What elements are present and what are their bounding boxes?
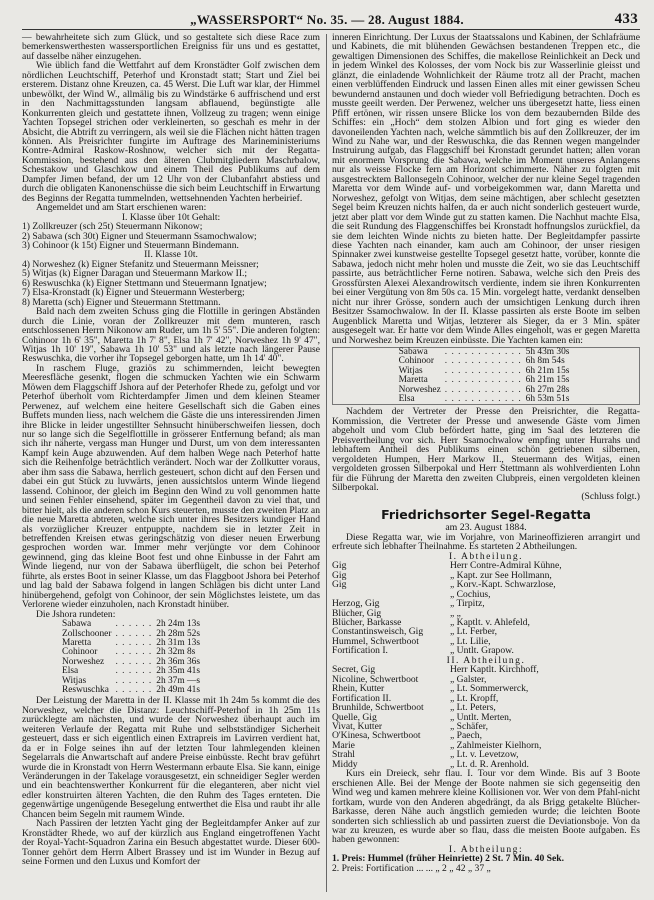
entry-line: 6) Reswuschka (k) Eigner Stettmann und Steuermann Ignatjew; — [22, 278, 267, 289]
boat-name: Zollschooner — [62, 628, 112, 639]
list-item — [332, 580, 640, 589]
time-value: 2h 37m —s — [156, 675, 201, 686]
time-value: 2h 28m 52s — [156, 628, 201, 639]
leader-dots: . . . . . . — [115, 675, 153, 686]
boat-name: Hummel, Schwertboot — [332, 636, 419, 647]
owner-name: „ Kaptlt. v. Ahlefeld, — [450, 618, 530, 628]
boat-name: Elsa — [398, 393, 415, 404]
paragraph: — bewahrheitete sich zum Glück, und so gestaltete sich diese Race zum bemerkenswerthesten wassersportlichen Ereigniss für uns und es gestattet, auf dasselbe näher einzugehen. — [22, 32, 320, 62]
leader-dots: . . . . . . . . . . . . — [444, 384, 522, 395]
boat-name: Middy — [332, 759, 358, 770]
section-heading: II. Abtheilung. — [446, 654, 526, 666]
boat-name: Fortification II. — [332, 693, 392, 704]
owner-name: „ Untlt. Grapow. — [450, 646, 514, 656]
boat-name: Strahl — [332, 750, 355, 760]
table-row — [62, 686, 204, 695]
list-item — [332, 703, 640, 712]
arrivals-box — [332, 347, 640, 405]
paragraph: Nachdem der Vertreter der Presse den Preisrichter, die Regatta-Kommission, die Vertreter der Presse und anwesende Gäste vom Jimen abgeholt und vom Club befördert hatte, ging im Saal des letzteren die Preisvertheilung vor sich. Herr Ssamochwalow empfing unter Hurrahs und lebhaftem Antheil des Publikums einen schön getriebenen silbernen, vergoldeten Humpen, Herr Markow II., Steuermann des Witjas, einen vergoldeten grossen Silberpokal und Herr Stettmann als wohlverdienten Lohn für die Führung der Maretta den zweiten Clubpreis, einen vergoldeten kleinen Silberpokal. — [332, 406, 640, 494]
list-item — [332, 694, 640, 703]
paragraph: Die Jshora rundeten: — [36, 608, 116, 620]
paragraph: Nach Passiren der letzten Yacht ging der Begleitdampfer Anker auf zur Kronstädter Rhede, wo auf der kürzlich aus England eingetroffenen Yacht der Royal-Yacht-Squadron Zarina ein Besuch abgestattet wurde. Dieser 600-Tonner gehört dem Herrn Albert Brassey und ist im Wunder in Bezug auf seine Formen und den Luxus und Komfort der — [22, 818, 320, 868]
boat-name: Elsa — [62, 666, 79, 677]
entry-line: 1) Zollkreuzer (sch 25t) Steuermann Nikonow; — [22, 222, 203, 232]
list-item — [332, 637, 640, 646]
boat-name: Sabawa — [62, 619, 92, 630]
column-divider — [326, 34, 327, 892]
boat-name: Gig — [332, 580, 347, 590]
paragraph: Diese Regatta war, wie im Vorjahre, von Marineoffizieren arrangirt und erfreute sich lebhafter Theilnahme. Es starteten 2 Abtheilungen. — [332, 531, 640, 553]
boat-name: Witjas — [398, 365, 423, 376]
owner-name: Herr Kaptlt. Kirchhoff, — [450, 665, 539, 675]
paragraph: inneren Einrichtung. Der Luxus der Staatssalons und Kabinen, der Schlafräume und Kabinets, die mit blühenden Gewächsen bestandenen Treppen etc., die gewaltigen Dimensionen des Schiffes, die makellose Reinlichkeit an Deck und in jedem Winkel des Kolosses, der vom Nock bis zur Wasserlinie gleisst und glänzt, die einladende Wohnlichkeit der Räume trotz all der Pracht, machen einen verblüffenden Eindruck und lassen Einen alles mit einer gewissen Scheu bewundernd anstaunen und doch wieder voll Befriedigung betrachten. Doch es musste geeilt werden. Der Perwenez, welcher uns übergesetzt hatte, liess einen Pfiff ertönen, wir rissen unsere Blicke los von dem bezaubernden Bilde des Schiffes: ein „Hoch“ dem stolzen Albion und fort ging es wieder den davoneilenden Yachten nach, welche sämmtlich bis auf den Zollkreuzer, der im Wind zu Nahe war, und der Reswuschka, die das Rennen wegen mangelnder Instruirung aufgab, das Flaggschiff bei Kronstadt gerundet hatten; allen voran mit enormem Vorsprung die Sabawa, welche im Moment unseres Anlangens nur als weisse Flocke fern am Horizont schimmerte. Näher zu folgten mit ausgestrecktem Ballonsegeln Cohinoor, welcher der nur kleine Segel tragenden Maretta vor dem Winde auf- und vorbeigekommen war, dann Maretta und Norweshez, gefolgt von Witjas, dem seine mächtigen, aber schlecht gesetzten Segel beim Kreuzen nichts halfen, da er auch nicht sonderlich gesteuert wurde, jetzt aber platt vor dem Winde gut zu statten kamen. Die Nachhut machte Elsa, die seit Rundung des Flaggenschiffes bei Kronstadt hoffnungslos zurückfiel, da sie dem leichten Winde nichts zu bieten hatte. Der Begleitdampfer passirte diese Yachten nach einander, kam auch am Cohinoor, der unser riesigen Spinnaker zwei kunstweise gestellte Topsegel gesetzt hatte, vorüber, konnte die Sabawa, jedoch nicht mehr holen und musste die Zeit, wo sie das Leuchtschiff passirte, aus beträchtlicher Ferne notiren. Sabawa, welche sich den Preis des Grossfürsten Alexei Alexandrowitsch verdiente, indem sie ihren Konkurrenten bei einer Vergütung von 8m 50s ca. 15 Min. vorgelegt hatte, verdankt denselben nicht nur ihrer Grösse, sondern auch der umsichtigen Lenkung durch ihren Besitzer Ssamochwalow. In der II. Klasse passirten als erste Boote im selben Augenblick Maretta und Witjas, letzterer als Sieger, da er 3 Min. später ausgesegelt war. Er hatte vor dem Winde Alles eingeholt, was er gegen Maretta und Norweshez beim Kreuzen einbüsste. Die Yachten kamen ein: — [332, 32, 640, 346]
paragraph: Der Leistung der Maretta in der II. Klasse mit 1h 24m 5s kommt die des Norweshez, welcher die Distanz: Leuchtschiff-Peterhof in 1h 25m 11s zurücklegte am nächsten, und wurde der Norweshez überhaupt auch im weiteren Verlaufe der Regatta mit Ruhe und selbstständiger Sicherheit gesteuert, dass er sich eigentlich einen Extrapreis im Lavirren verdient hat, da er in Folge seines ihn auf der letzten Tour lahmlegenden kleinen Segelarrals die Anwartschaft auf andere Preise einbüsste. Recht brav geführt wurde die in Kronstadt von Herrn Westermann erbaute Elsa. Sie kann, einige Veränderungen in der Takelage vorausgesetzt, ein schneidiger Segler werden und ein beachtenswerther Konkurrent für die eleganteren, aber nicht viel edler konstruirten älteren Yachten, die den Ruhm des Tages ernteten. Die gegenwärtige ungenügende Besegelung entwerthet die Elsa und raubt ihr alle Chancen beim Segeln mit raumem Winde. — [22, 695, 320, 820]
page-number: 433 — [614, 11, 638, 27]
running-title: „WASSERSPORT“ No. 35. — 28. August 1884. — [190, 12, 464, 27]
left-column — [22, 33, 320, 867]
owner-name: Herr Contre-Admiral Kühne, — [450, 561, 562, 571]
boat-name: Herzog, Gig — [332, 599, 380, 609]
boat-name: Sabawa — [398, 346, 428, 357]
boat-name: Constantinsweisch, Gig — [332, 627, 424, 637]
owner-name: „ Untlt. Merten, — [450, 712, 512, 722]
leader-dots: . . . . . . — [115, 637, 153, 648]
boat-name: Blücher, Barkasse — [332, 618, 402, 628]
rounding-table — [62, 620, 204, 695]
time-value: 2h 32m 8s — [156, 647, 196, 658]
owner-name: „ Lt. d. R. Arenhold. — [450, 759, 529, 770]
right-column — [332, 33, 640, 873]
list-item — [332, 713, 640, 722]
boat-name: O'Kinesa, Schwertboot — [332, 731, 421, 741]
leader-dots: . . . . . . — [115, 647, 153, 658]
boat-name: Maretta — [62, 637, 92, 648]
boat-name: Reswuschka — [62, 684, 109, 695]
boat-name: Norweshez — [62, 656, 105, 667]
list-item — [332, 599, 640, 608]
table-row — [399, 395, 574, 404]
boat-name: Nicoline, Schwertboot — [332, 674, 419, 685]
leader-dots: . . . . . . — [115, 666, 153, 677]
time-value: 6h 27m 28s — [525, 384, 570, 395]
list-item — [332, 627, 640, 636]
article-title: Friedrichsorter Segel-Regatta — [381, 506, 591, 522]
owner-name: „ Lt. Peters, — [450, 703, 496, 713]
boat-name — [332, 590, 450, 599]
list-item — [332, 561, 640, 570]
boat-name: Vivat, Kutter — [332, 721, 383, 732]
paragraph: Kurs ein Dreieck, sehr flau. I. Tour vor dem Winde. Bis auf 3 Boote erschienen Alle. Bei der Menge der Boote nahmen sie sich gegenseitig den Wind weg und kamen mehrere kleine Kollisionen vor. Wer von dem Pfahl-nicht fortkam, wurde von den Anderen abgedrängt, da als Brigg getakelte Blücher-Barkasse, deren Nähe auch ängstlich gemieden wurde; die leichten Boote sonderten sich schliesslich ab und passirten zuerst die Deviationsboje. Von da war zu kreuzen, es wurde aber so flau, dass die meisten Boote aufgaben. Es haben gewonnen: — [332, 768, 640, 846]
owner-name: „ Lt. Lilie, — [450, 636, 491, 647]
class-heading: II. Klasse 10t. — [144, 249, 198, 261]
continuation-note: (Schluss folgt.) — [581, 491, 640, 503]
leader-dots: . . . . . . . . . . . . — [444, 356, 522, 367]
owner-name: „ Kapt. zur See Hollmann, — [450, 570, 552, 581]
time-value: 5h 43m 30s — [525, 346, 570, 357]
boat-name: Cohinoor — [398, 356, 434, 367]
list-item — [332, 750, 640, 759]
arrivals-table — [399, 348, 574, 404]
leader-dots: . . . . . . — [115, 628, 153, 639]
leader-dots: . . . . . . — [115, 619, 153, 630]
leader-dots: . . . . . . . . . . . . — [444, 375, 522, 386]
class-heading: I. Klasse über 10t Gehalt: — [121, 211, 221, 223]
paragraph: Wie üblich fand die Wettfahrt auf dem Kronstädter Golf zwischen dem nördlichen Leuchtschiff, Peterhof und Kronstadt statt; Start und Ziel bei ersterem. Distanz ohne Kreuzen, ca. 45 Werst. Die Luft war klar, der Himmel unbewölkt, der Wind W., allmälig bis zu Windstärke 6 auffrischend und erst in den Nachmittagsstunden langsam abflauend, begünstigte alle Konkurrenten gleich und gestattete ihnen, Vollzeug zu tragen; wenn einige Yachten Topsegel strichen oder verkleinerten, so geschah es mehr in der Absicht, die Abtrift zu verringern, als weil sie die Flächen nicht hätten tragen können. Als Preisrichter fungirte im Auftrage des Marineministeriums Kontre-Admiral Raskow-Roshnow, welcher sich mit der Regatta-Kommission, bestehend aus den älteren Clubmitgliedern Maschrbalow, Schestakow und Glaschkow und einem Theil des Publikums auf dem Dampfer Jimen befand, der um 12 Uhr von der Clubanfahrt abstiess und durch die obligaten Kanonenschüsse die sich beim Leuchtschiff in Erwartung des Beginns der Regatta tummelnden, wettsehnenden Yachten herbeirief. — [22, 60, 320, 204]
time-value: 2h 24m 13s — [156, 619, 201, 630]
entry-line: 4) Norweshez (k) Eigner Stefanitz und Steuermann Meissner; — [22, 259, 259, 270]
owner-name: „ Lt. Kropff, — [450, 693, 499, 704]
owner-name: „ Galster, — [450, 674, 487, 685]
list-item — [332, 722, 640, 731]
boat-name: Marie — [332, 740, 355, 751]
list-item — [332, 665, 640, 674]
boat-name: Gig — [332, 561, 347, 571]
list-item — [332, 741, 640, 750]
prize-line: 1. Preis: Hummel (früher Heinriette) 2 St. 7 Min. 40 Sek. — [332, 854, 564, 864]
boat-name: Gig — [332, 570, 347, 581]
boat-name: Quelle, Gig — [332, 712, 377, 722]
prize-line: 2. Preis: Fortification ... ... „ 2 „ 42 „ 37 „ — [332, 863, 491, 874]
leader-dots: . . . . . . — [115, 684, 153, 695]
entry-line: 7) Elsa-Kronstadt (k) Eigner und Steuermann Westerberg; — [22, 288, 245, 298]
list-item — [332, 731, 640, 740]
paragraph: Angemeldet und am Start erschienen waren: — [36, 202, 207, 214]
list-item — [332, 618, 640, 627]
paragraph: Bald nach dem zweiten Schuss ging die Flottille in geringen Abständen durch die Linie, voran der Zollkreuzer mit dem munteren, rasch entschlossenen Herrn Nikonow am Ruder, um 1h 5' 55". Die anderen folgten: Cohinoor 1h 6' 35", Maretta 1h 7' 8", Elsa 1h 7' 42", Norweshez 1h 9' 47", Witjas 1h 10' 19", Sabawa 1h 10' 53" und als letzte nach längerer Pause Reswuschka, die vorher ihr Topsegel geborgen hatte, um 1h 14' 40". — [22, 306, 320, 365]
time-value: 6h 53m 51s — [525, 393, 570, 404]
list-item — [332, 675, 640, 684]
owner-name: „ Lt. Ferber, — [450, 627, 498, 637]
entry-line: 5) Witjas (k) Eigner Daragan und Steuermann Markow II.; — [22, 269, 248, 279]
time-value: 6h 21m 15s — [525, 365, 570, 376]
section-heading: I. Abtheilung. — [448, 550, 524, 562]
list-item — [332, 571, 640, 580]
leader-dots: . . . . . . — [115, 656, 153, 667]
list-item — [332, 590, 640, 599]
boat-name: Maretta — [398, 375, 428, 386]
section-heading: I. Abtheilung: — [448, 843, 524, 855]
time-value: 2h 49m 41s — [156, 684, 201, 695]
header-rule — [22, 29, 640, 30]
boat-name: Norweshez — [398, 384, 441, 395]
page-header — [0, 8, 654, 28]
time-value: 2h 35m 41s — [156, 666, 201, 677]
owner-name: „ Korv.-Kapt. Schwarzlose, — [450, 580, 556, 590]
list-item — [332, 609, 640, 618]
owner-name: „ Zahlmeister Kielhorn, — [450, 740, 542, 751]
owner-name: „ Paech, — [450, 731, 482, 741]
owner-name: „ „ — [450, 608, 461, 618]
boat-name: Blücher, Gig — [332, 608, 382, 618]
boat-name: Witjas — [62, 675, 87, 686]
entry-line: 3) Cohinoor (k 15t) Eigner und Steuermann Bindemann. — [22, 240, 239, 251]
owner-name: „ Schäfer, — [450, 721, 488, 732]
leader-dots: . . . . . . . . . . . . — [444, 346, 522, 357]
boat-name: Brunhilde, Schwertboot — [332, 703, 424, 713]
owner-name: „ Lt. v. Levetzow, — [450, 750, 519, 760]
boat-name: Cohinoor — [62, 647, 98, 658]
time-value: 2h 36m 36s — [156, 656, 201, 667]
entry-line: 2) Sabawa (sch 30t) Eigner und Steuermann Ssamochwalow; — [22, 231, 257, 241]
owner-name: „ Cochius, — [450, 589, 491, 600]
paragraph: In raschem Fluge, graziös zu schimmernden, leicht bewegten Meeresfläche gesenkt, flogen die schmucken Yachten wie ein Schwarm Möwen dem Flaggschiff Jshora auf der Peterhofer Rhede zu, gefolgt und vor Peterhof überholt vom Richterdampfer Jimen und dem kleinen Steamer Perwenez, auf welchem eine heitere Gesellschaft sich die Gaben eines Buffets munden liess, nach welchem die Gäste die uns interessirenden Jimen ihre Blicke in leider ungestillter Sehnsucht hinüberschweifen liessen, doch nur so lange sich die Segelflottille in grösserer Entfernung befand; als man sich ihr näherte, vergass man Hunger und Durst, um von dem interessanten Kampf kein Auge abzuwenden. Auf dem halben Wege nach Peterhof hatte sich die Reihenfolge beträchtlich verändert. Noch war der Zollkutter voraus, aber ihm sass die Sabawa, herrlich gesteuert, schon dicht auf den Fersen und dabei ein gut Stück zu luvwärts, jenen aussichtslos unterm Winde liegend lassend. Cohinoor, der gleich im Beginn den Wind zu voll genommen hatte und seinen Fehler einsehend, später im Gegentheil davon zu viel that, und bitter hielt, als die anderen schon Kurs steuerten, musste den zweiten Platz an die neue Maretta abtreten, welche sich unter ihres Besitzers kundiger Hand als vorzüglicher Kreuzer entpuppte, nachdem sie in letzter Zeit in betreffenden Kreisen etwas geringschätzig von dieser neuen Erwerbung gesprochen worden war. Immer mehr verjüngte vor dem Cohinoor gewinnend, ging das kleine Boot fest und ohne Einbusse in der Fahrt am Winde liegend, nur von der Sabawa überflügelt, die schon bei Peterhof führte, als erstes Boot in seiner Klasse, um das Flaggboot Jshora bei Peterhof und lag bald der Sabawa folgend in langen Schlägen bis dicht unter Land hinübergehend, gefolgt von Cohinoor, der sein Möglichstes leistete, um das Verlorene wieder einzuholen, nach Kronstadt hinüber. — [22, 362, 320, 611]
boat-name: Fortification I. — [332, 646, 388, 656]
time-value: 2h 31m 13s — [156, 637, 201, 648]
boat-name: Rhein, Kutter — [332, 684, 385, 694]
list-item — [332, 684, 640, 693]
article-date: am 23. August 1884. — [445, 521, 527, 533]
boat-name: Secret, Gig — [332, 665, 376, 675]
leader-dots: . . . . . . . . . . . . — [444, 365, 522, 376]
entry-line: 8) Maretta (sch) Eigner und Steuermann Stettmann. — [22, 297, 221, 308]
time-value: 6h 21m 15s — [525, 375, 570, 386]
leader-dots: . . . . . . . . . . . . — [444, 393, 522, 404]
time-value: 6h 8m 54s — [525, 356, 565, 367]
owner-name: „ Tirpitz, — [450, 599, 485, 609]
owner-name: „ Lt. Sommerwerck, — [450, 684, 529, 694]
